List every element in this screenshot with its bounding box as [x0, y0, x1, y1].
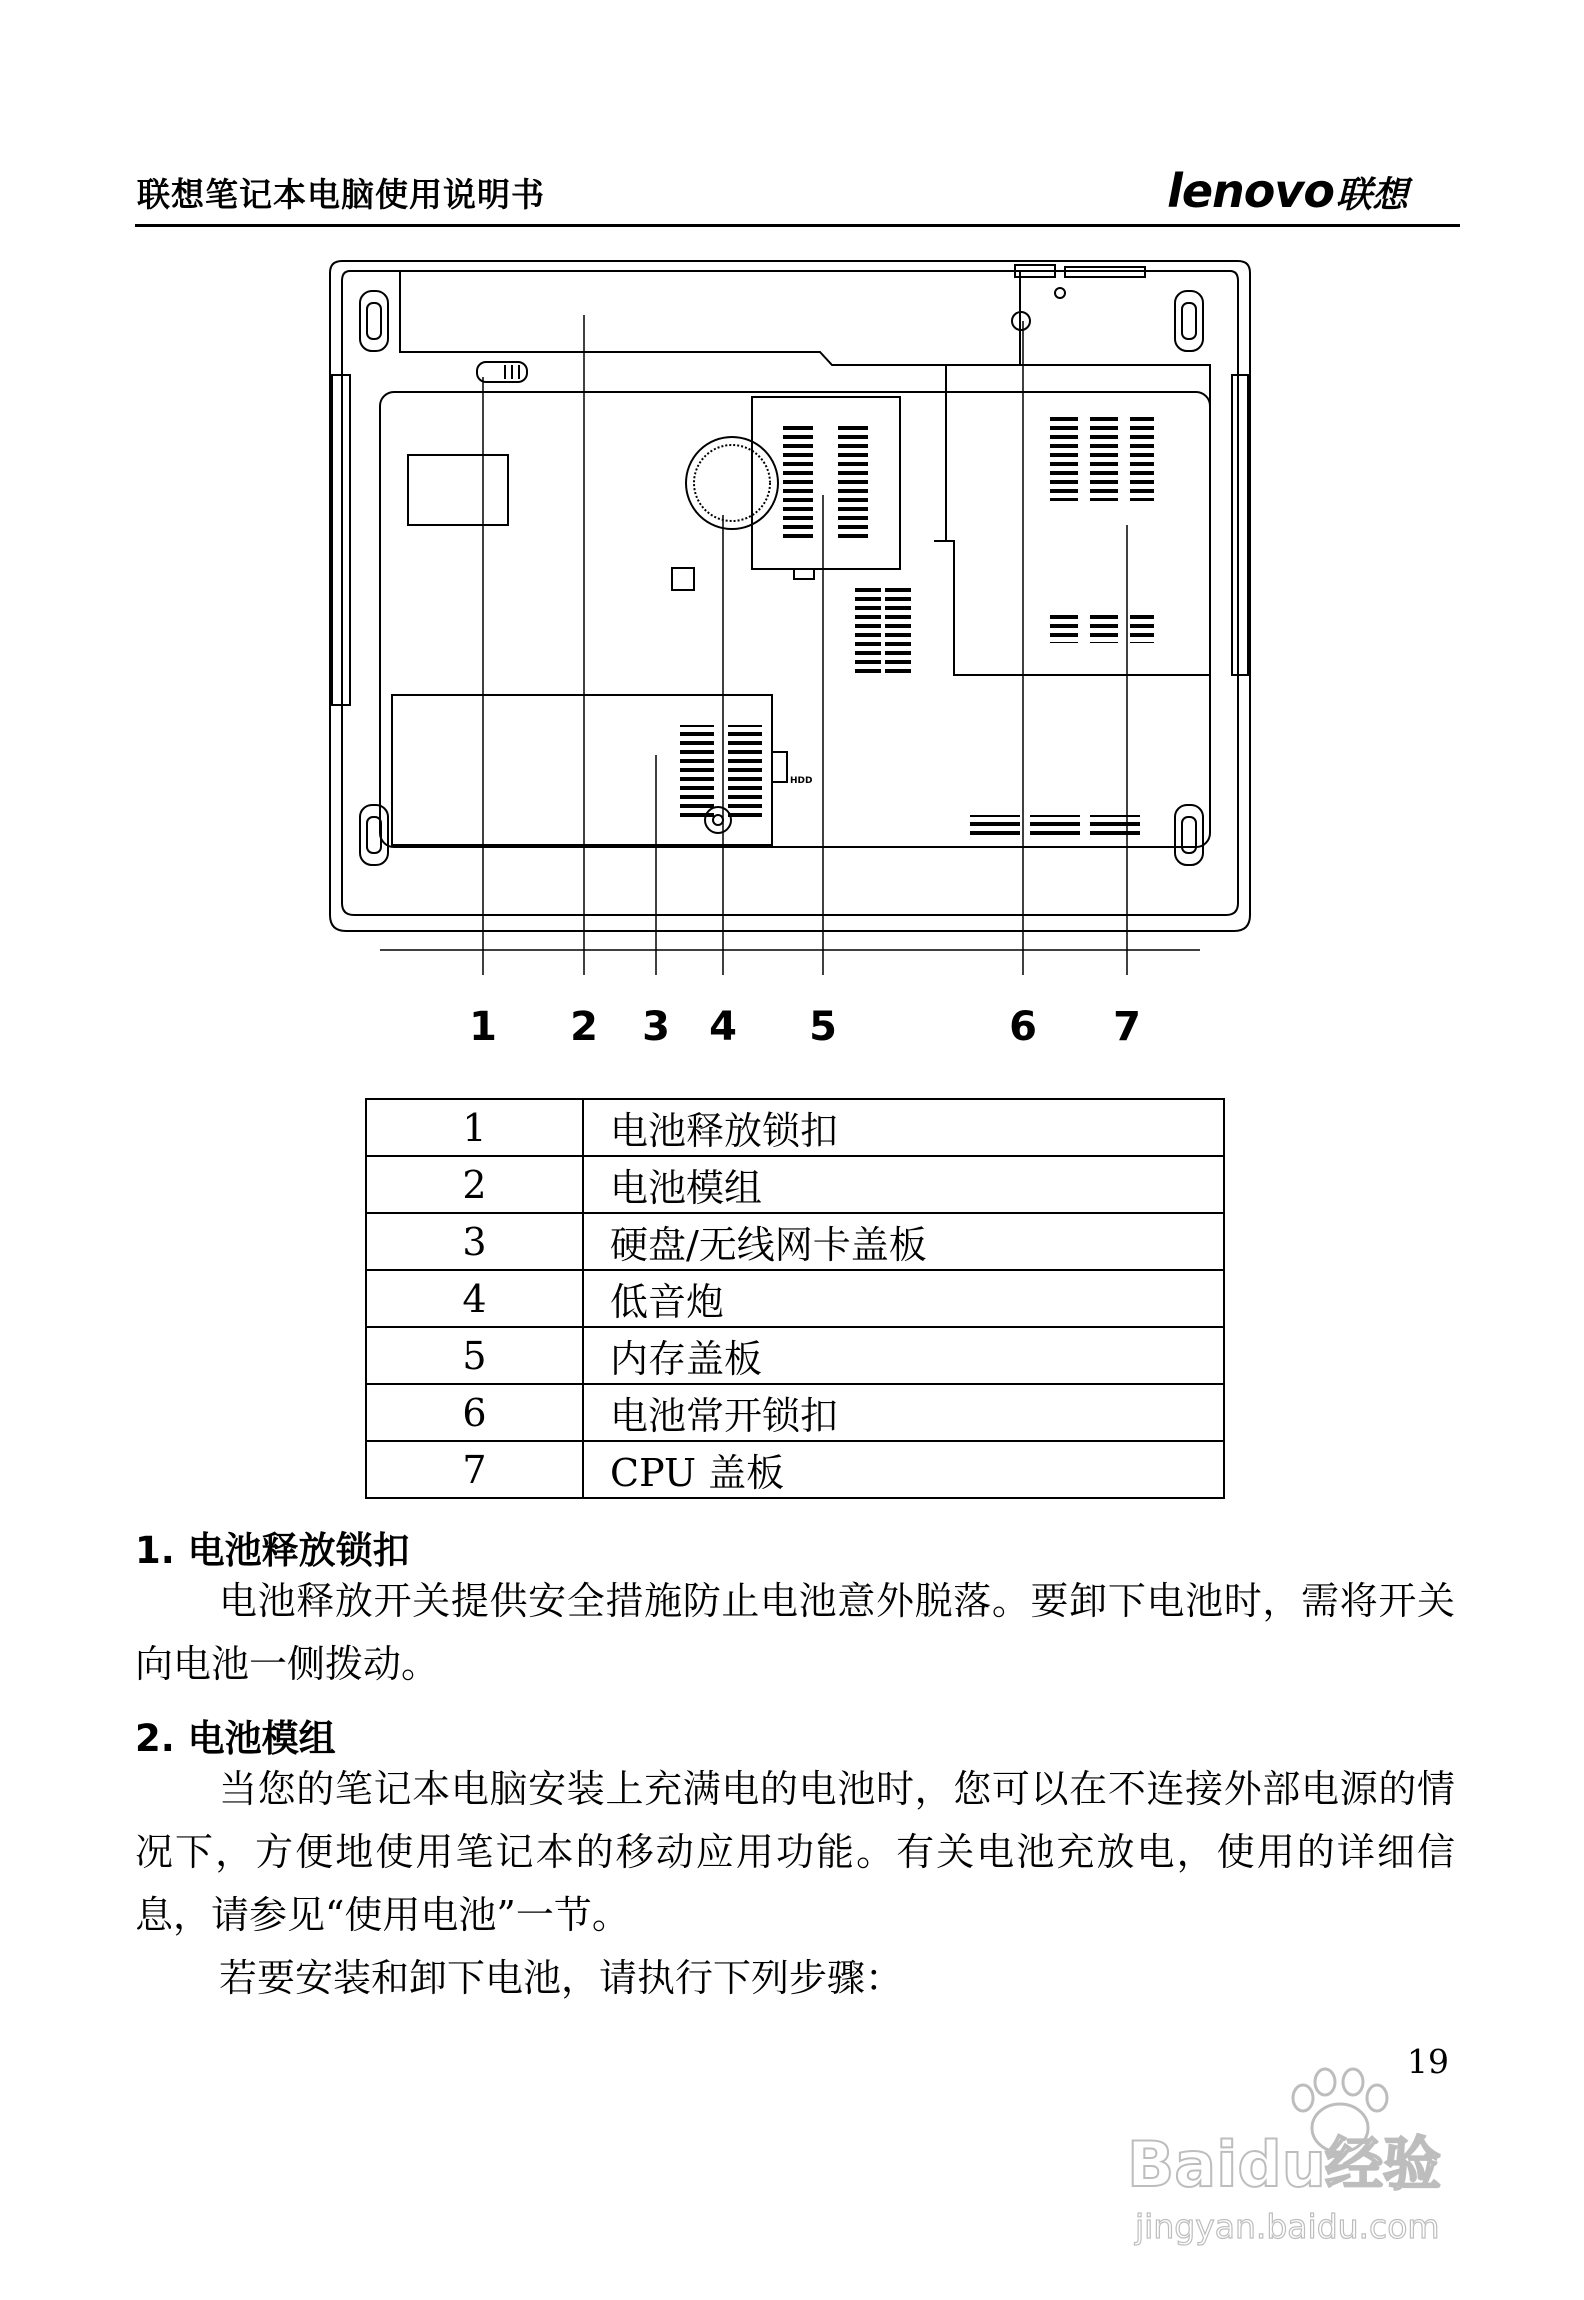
watermark-brand: Baidu [1127, 2128, 1326, 2201]
callout-1: 1 [469, 1004, 497, 1050]
hdd-vents [680, 725, 762, 817]
callout-4: 4 [709, 1004, 737, 1050]
watermark-cn: 经验 [1325, 2130, 1442, 2198]
callout-3: 3 [642, 1004, 670, 1050]
section-1-heading: 1. 电池释放锁扣 [135, 1529, 410, 1572]
table-row: 1 电池释放锁扣 [366, 1099, 1224, 1156]
table-row: 3 硬盘/无线网卡盖板 [366, 1213, 1224, 1270]
lenovo-logo [1167, 164, 1408, 218]
table-row: 6 电池常开锁扣 [366, 1384, 1224, 1441]
hdd-label: HDD [790, 776, 813, 786]
memory-vents [783, 423, 911, 675]
hdd-cover [392, 695, 772, 845]
section-2-heading: 2. 电池模组 [135, 1717, 336, 1760]
parts-table [365, 1098, 1225, 1499]
logo-text-en: lenovo [1167, 164, 1334, 218]
memory-cover [752, 397, 900, 569]
subwoofer [686, 437, 778, 529]
table-row: 7 CPU 盖板 [366, 1441, 1224, 1498]
page-header [135, 164, 1460, 227]
watermark-url: jingyan.baidu.com [1135, 2207, 1440, 2246]
table-row: 2 电池模组 [366, 1156, 1224, 1213]
table-row: 4 低音炮 [366, 1270, 1224, 1327]
baidu-watermark [1125, 2058, 1495, 2258]
manual-title: 联想笔记本电脑使用说明书 [137, 175, 545, 214]
section-2-paragraph-2: 若要安装和卸下电池，请执行下列步骤： [219, 1956, 904, 2000]
page-number: 19 [1407, 2042, 1449, 2081]
callout-6: 6 [1009, 1004, 1037, 1050]
callout-7: 7 [1113, 1004, 1141, 1050]
laptop-bottom-diagram [320, 255, 1260, 1075]
section-2-paragraph-1: 当您的笔记本电脑安装上充满电的电池时，您可以在不连接外部电源的情况下，方便地使用笔记本的移动应用功能。有关电池充放电，使用的详细信息，请参见“使用电池”一节。 [135, 1767, 1455, 1937]
battery-module [400, 271, 1020, 365]
table-row: 5 内存盖板 [366, 1327, 1224, 1384]
callout-5: 5 [809, 1004, 837, 1050]
callout-2: 2 [570, 1004, 598, 1050]
section-1-paragraph: 电池释放开关提供安全措施防止电池意外脱落。要卸下电池时，需将开关向电池一侧拨动。 [135, 1579, 1455, 1686]
logo-text-cn: 联想 [1335, 175, 1408, 216]
